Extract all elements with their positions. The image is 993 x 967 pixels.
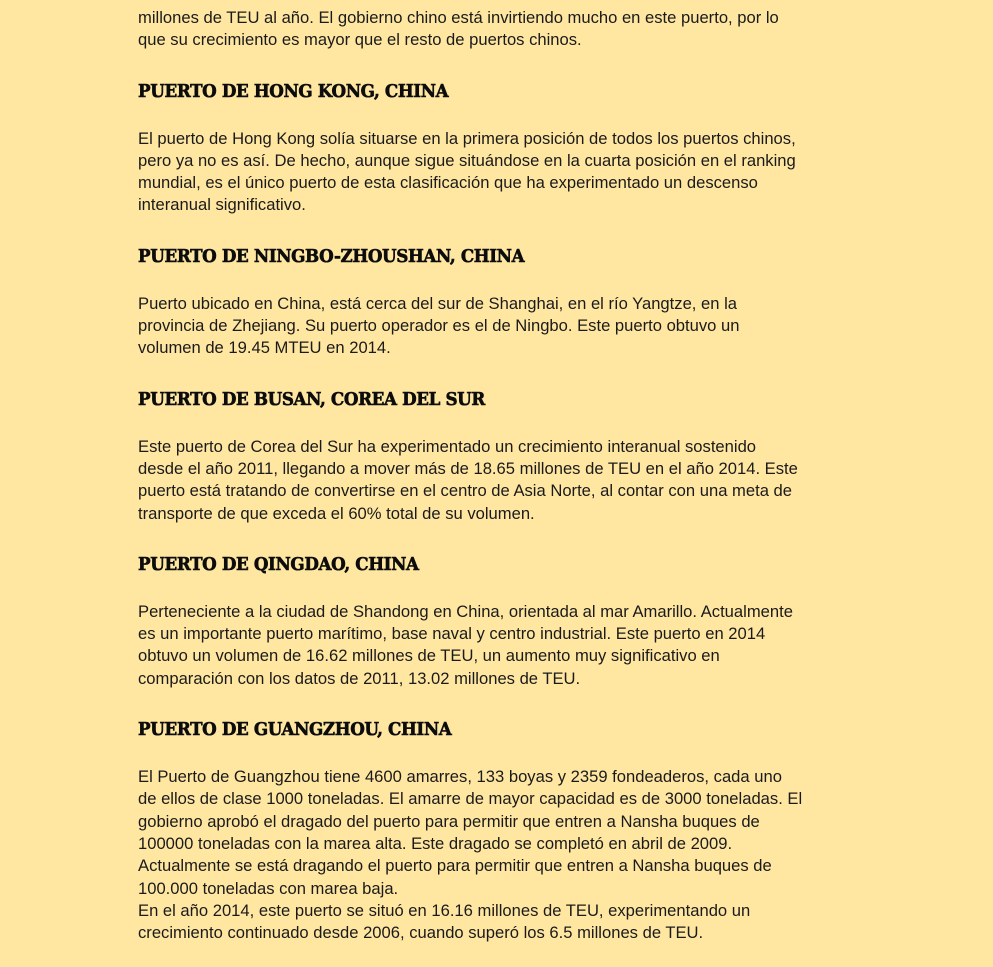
text-line: crecimiento continuado desde 2006, cuando superó los 6.5 millones de TEU.	[138, 923, 704, 943]
text-line: Puerto ubicado en China, está cerca del sur de Shanghai, en el río Yangtze, en la	[138, 293, 738, 313]
text-line: comparación con los datos de 2011, 13.02 millones de TEU.	[138, 668, 581, 688]
text-line: obtuvo un volumen de 16.62 millones de TEU, un aumento muy significativo en	[138, 646, 720, 666]
document-page	[138, 7, 868, 944]
text-line: mundial, es el único puerto de esta clasificación que ha experimentado un descenso	[138, 173, 758, 193]
text-line: interanual significativo.	[138, 195, 306, 215]
text-line: gobierno aprobó el dragado del puerto para permitir que entren a Nansha buques de	[138, 811, 760, 831]
text-line: En el año 2014, este puerto se situó en 16.16 millones de TEU, experimentando un	[138, 900, 751, 920]
section-heading-busan: PUERTO DE BUSAN, COREA DEL SUR	[138, 388, 485, 410]
section-paragraph-ningbo	[138, 293, 868, 360]
section-heading-guangzhou: PUERTO DE GUANGZHOU, CHINA	[138, 719, 452, 741]
text-line: desde el año 2011, llegando a mover más de 18.65 millones de TEU en el año 2014. Este	[138, 458, 798, 478]
section-heading-hong-kong: PUERTO DE HONG KONG, CHINA	[138, 80, 449, 102]
section-paragraph-busan	[138, 436, 868, 525]
intro-paragraph	[138, 7, 868, 52]
text-line: El Puerto de Guangzhou tiene 4600 amarres, 133 boyas y 2359 fondeaderos, cada uno	[138, 767, 782, 787]
text-line: Perteneciente a la ciudad de Shandong en China, orientada al mar Amarillo. Actualmente	[138, 601, 793, 621]
text-line: puerto está tratando de convertirse en el centro de Asia Norte, al contar con una meta de	[138, 481, 793, 501]
text-line: provincia de Zhejiang. Su puerto operador es el de Ningbo. Este puerto obtuvo un	[138, 316, 740, 336]
section-paragraph-guangzhou	[138, 766, 868, 944]
section-heading-ningbo: PUERTO DE NINGBO-ZHOUSHAN, CHINA	[138, 245, 525, 267]
section-heading-qingdao: PUERTO DE QINGDAO, CHINA	[138, 553, 419, 575]
section-paragraph-hong-kong	[138, 128, 868, 217]
text-line: 100000 toneladas con la marea alta. Este dragado se completó en abril de 2009.	[138, 833, 733, 853]
text-line: El puerto de Hong Kong solía situarse en la primera posición de todos los puertos chinos,	[138, 128, 796, 148]
text-line: de ellos de clase 1000 toneladas. El amarre de mayor capacidad es de 3000 toneladas. El	[138, 789, 803, 809]
text-line: volumen de 19.45 MTEU en 2014.	[138, 338, 391, 358]
text-line: 100.000 toneladas con marea baja.	[138, 878, 399, 898]
text-line: pero ya no es así. De hecho, aunque sigue situándose en la cuarta posición en el ranking	[138, 150, 796, 170]
text-line: que su crecimiento es mayor que el resto de puertos chinos.	[138, 30, 582, 50]
section-paragraph-qingdao	[138, 601, 868, 690]
text-line: es un importante puerto marítimo, base naval y centro industrial. Este puerto en 2014	[138, 624, 766, 644]
text-line: millones de TEU al año. El gobierno chino está invirtiendo mucho en este puerto, por lo	[138, 8, 779, 27]
text-line: Actualmente se está dragando el puerto para permitir que entren a Nansha buques de	[138, 856, 772, 876]
text-line: transporte de que exceda el 60% total de su volumen.	[138, 503, 535, 523]
text-line: Este puerto de Corea del Sur ha experimentado un crecimiento interanual sostenido	[138, 436, 757, 456]
